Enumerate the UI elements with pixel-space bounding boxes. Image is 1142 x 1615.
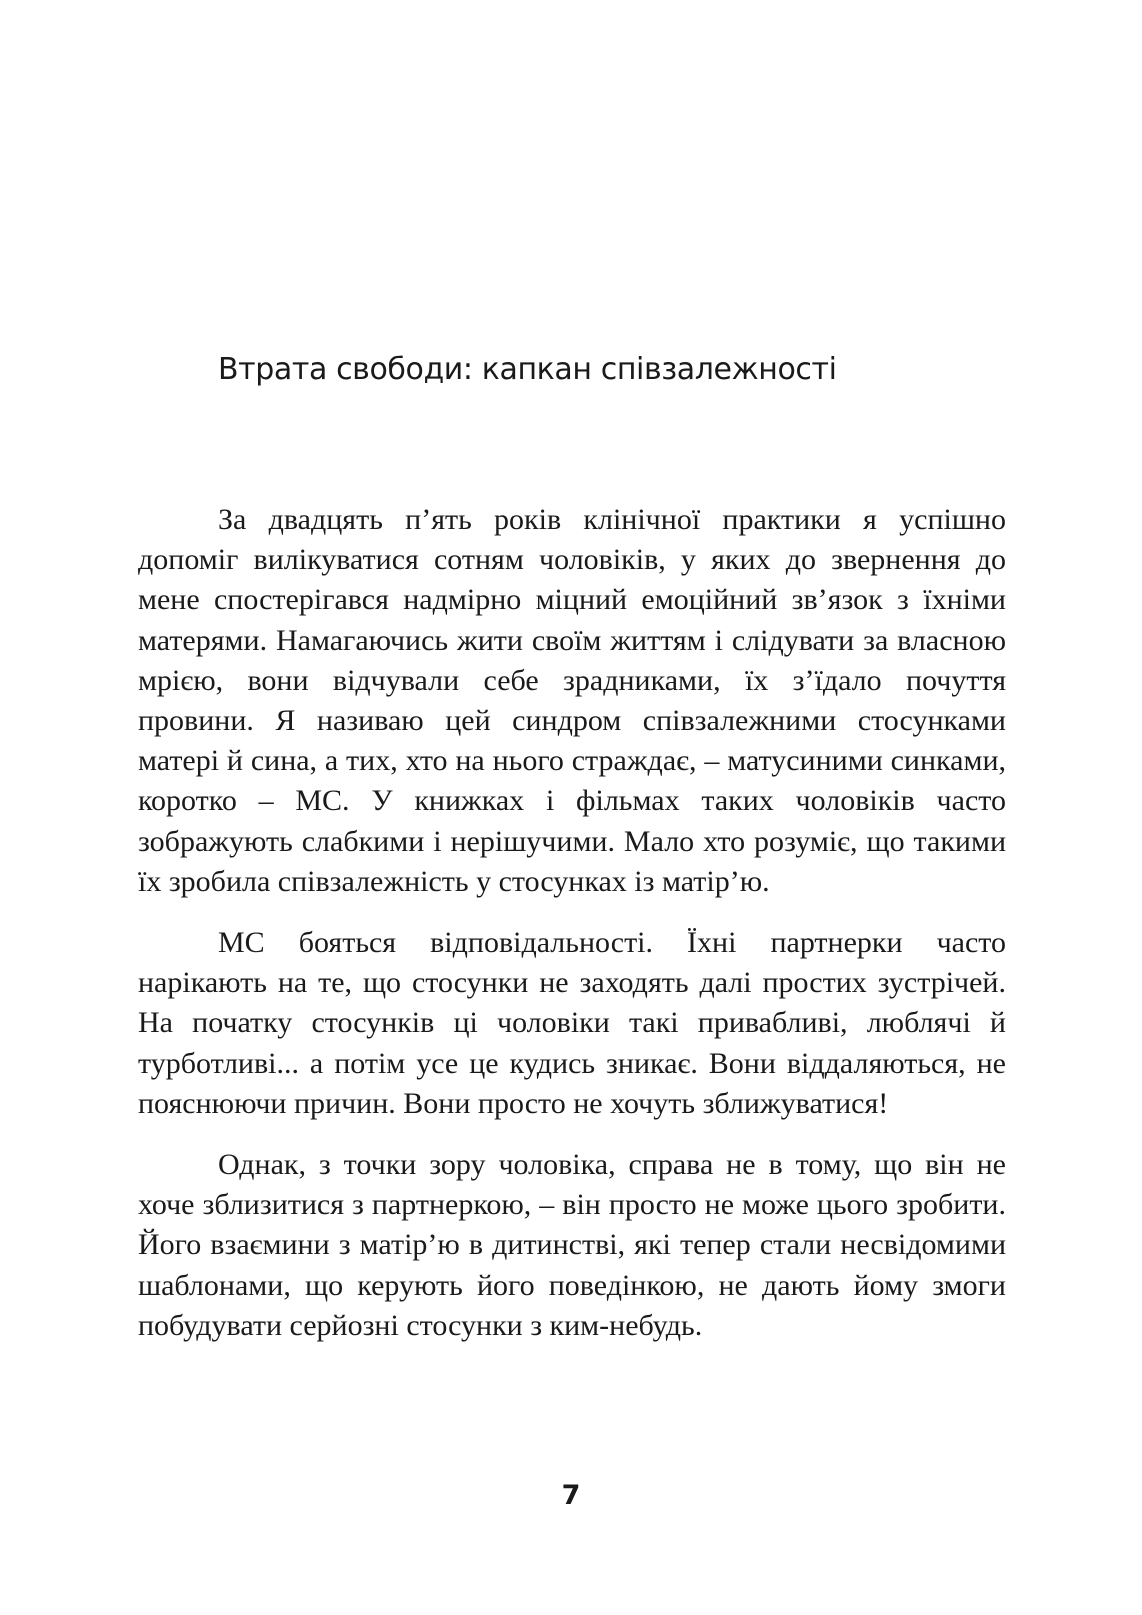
page-number: 7 bbox=[561, 1480, 581, 1511]
body-text bbox=[138, 500, 1006, 1346]
paragraph-3: Однак, з точки зору чоловіка, справа не в тому, що він не хоче зблизитися з партнеркою, – він просто не може цього зробити. Його взаємини з матір’ю в дитинстві, які тепер стали несвідомими шаблонами, що керують його поведінкою, не дають йому змоги побудувати серйозні стосунки з ким-небудь. bbox=[138, 1148, 1006, 1342]
chapter-title: Втрата свободи: капкан співзалежності bbox=[218, 352, 837, 387]
paragraph-1: За двадцять п’ять років клінічної практики я успішно допоміг вилікуватися сотням чоловіків, у яких до звернення до мене спостерігався надмірно міцний емоційний зв’язок з їхніми матерями. Намагаючись жити своїм життям і слідувати за власною мрією, вони відчували себе зрадниками, їх з’їдало почуття провини. Я називаю цей синдром співзалежними стосунками матері й сина, а тих, хто на нього страждає, – матусиними синками, коротко – МС. У книжках і фільмах таких чоловіків часто зображують слабкими і нерішучими. Мало хто розуміє, що такими їх зробила співзалежність у стосунках із матір’ю. bbox=[138, 503, 1006, 898]
paragraph-2: МС бояться відповідальності. Їхні партнерки часто нарікають на те, що стосунки не заходять далі простих зустрічей. На початку стосунків ці чоловіки такі привабливі, люблячі й турботливі... а потім усе це кудись зникає. Вони віддаляються, не пояснюючи причин. Вони просто не хочуть зближуватися! bbox=[138, 926, 1006, 1120]
